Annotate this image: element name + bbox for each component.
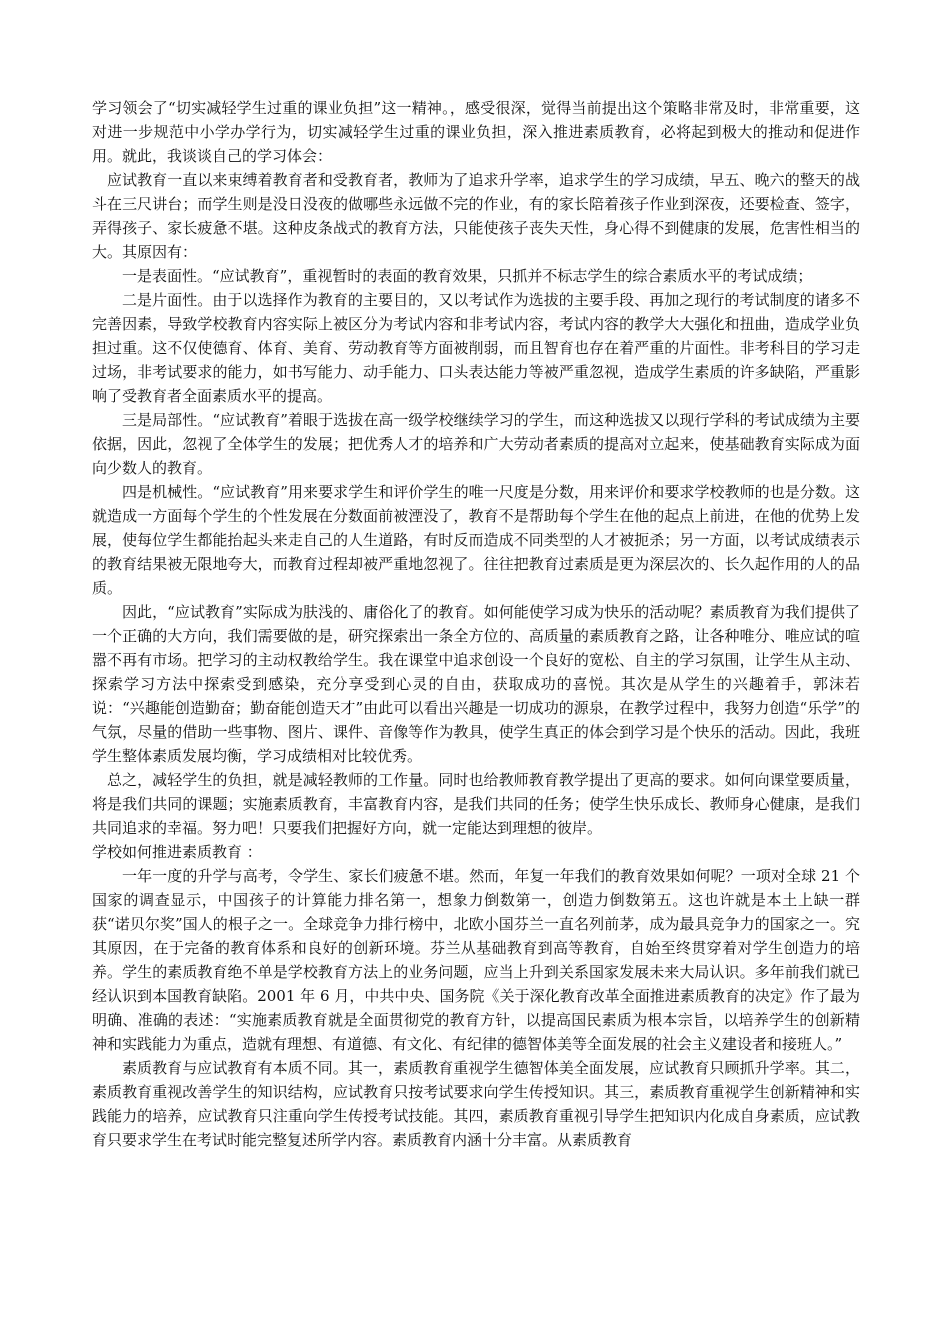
paragraph-point-two: 二是片面性。由于以选择作为教育的主要目的，又以考试作为选拔的主要手段、再加之现行的考试制度的诸多不完善因素，导致学校教育内容实际上被区分为考试内容和非考试内容，考试内容的教学大大强化和扭曲，造成学业负担过重。这不仅使德育、体育、美育、劳动教育等方面被削弱，而且智育也存在着严重的片面性。非考科目的学习走过场，非考试要求的能力，如书写能力、动手能力、口头表达能力等被严重忽视，造成学生素质的许多缺陷，严重影响了受教育者全面素质水平的提高。 — [92, 291, 860, 405]
paragraph-intro: 学习领会了“切实减轻学生过重的课业负担”这一精神。，感受很深，觉得当前提出这个策略非常及时，非常重要，这对进一步规范中小学办学行为，切实减轻学生过重的课业负担，深入推进素质教育，必将起到极大的推动和促进作用。就此，我谈谈自己的学习体会： — [92, 99, 860, 165]
paragraph-conclusion: 总之，减轻学生的负担，就是减轻教师的工作量。同时也给教师教育教学提出了更高的要求。如何向课堂要质量，将是我们共同的课题；实施素质教育，丰富教育内容，是我们共同的任务；使学生快乐成长、教师身心健康，是我们共同追求的幸福。努力吧！只要我们把握好方向，就一定能达到理想的彼岸。 — [92, 771, 860, 837]
paragraph-point-one: 一是表面性。“应试教育”，重视暂时的表面的教育效果，只抓并不标志学生的综合素质水平的考试成绩； — [122, 267, 813, 285]
paragraph-point-three: 三是局部性。“应试教育”着眼于选拔在高一级学校继续学习的学生，而这种选拔又以现行学科的考试成绩为主要依据，因此，忽视了全体学生的发展；把优秀人才的培养和广大劳动者素质的提高对立起来，使基础教育实际成为面向少数人的教育。 — [92, 411, 860, 477]
paragraph-annual-exams: 一年一度的升学与高考，令学生、家长们疲惫不堪。然而，年复一年我们的教育效果如何呢？一项对全球 21 个国家的调查显示，中国孩子的计算能力排名第一，想象力倒数第一，创造力倒数第五。这也许就是本土上缺一群获“诺贝尔奖”国人的根子之一。全球竞争力排行榜中，北欧小国芬兰一直名列前茅，成为最具竞争力的国家之一。究其原因，在于完备的教育体系和良好的创新环境。芬兰从基础教育到高等教育，自始至终贯穿着对学生创造力的培养。学生的素质教育绝不单是学校教育方法上的业务问题，应当上升到关系国家发展未来大局认识。多年前我们就已经认识到本国教育缺陷。2001 年 6 月，中共中央、国务院《关于深化教育改革全面推进素质教育的决定》作了最为明确、准确的表述：“实施素质教育就是全面贯彻党的教育方针，以提高国民素质为根本宗旨，以培养学生的创新精神和实践能力为重点，造就有理想、有道德、有文化、有纪律的德智体美等全面发展的社会主义建设者和接班人。” — [92, 867, 860, 1053]
section-heading: 学校如何推进素质教育 ： — [92, 843, 262, 861]
paragraph-therefore: 因此，“应试教育”实际成为肤浅的、庸俗化了的教育。如何能使学习成为快乐的活动呢？素质教育为我们提供了一个正确的大方向，我们需要做的是，研究探索出一条全方位的、高质量的素质教育之路，让各种唯分、唯应试的喧嚣不再有市场。把学习的主动权教给学生。我在课堂中追求创设一个良好的宽松、自主的学习氛围，让学生从主动、探索学习方法中探索受到感染，充分享受到心灵的自由，获取成功的喜悦。其次是从学生的兴趣着手，郭沫若说：“兴趣能创造勤奋；勤奋能创造天才”由此可以看出兴趣是一切成功的源泉，在教学过程中，我努力创造“乐学”的气氛，尽量的借助一些事物、图片、课件、音像等作为教具，使学生真正的体会到学习是个快乐的活动。因此，我班学生整体素质发展均衡，学习成绩相对比较优秀。 — [92, 603, 860, 765]
document-body — [92, 96, 860, 1152]
paragraph-exam-education: 应试教育一直以来束缚着教育者和受教育者，教师为了追求升学率，追求学生的学习成绩，早五、晚六的整天的战斗在三尺讲台；而学生则是没日没夜的做哪些永远做不完的作业，有的家长陪着孩子作业到深夜，还要检查、签字，弄得孩子、家长疲惫不堪。这种皮条战式的教育方法，只能使孩子丧失天性，身心得不到健康的发展，危害性相当的大。其原因有： — [92, 171, 860, 261]
paragraph-point-four: 四是机械性。“应试教育”用来要求学生和评价学生的唯一尺度是分数，用来评价和要求学校教师的也是分数。这就造成一方面每个学生的个性发展在分数面前被湮没了，教育不是帮助每个学生在他的起点上前进，在他的优势上发展，使每位学生都能抬起头来走自己的人生道路，有时反而造成不同类型的人才被扼杀；另一方面，以考试成绩表示的教育结果被无限地夸大，而教育过程却被严重地忽视了。往往把教育过素质是更为深层次的、长久起作用的人的品质。 — [92, 483, 860, 597]
paragraph-differences: 素质教育与应试教育有本质不同。其一，素质教育重视学生德智体美全面发展，应试教育只顾抓升学率。其二，素质教育重视改善学生的知识结构，应试教育只按考试要求向学生传授知识。其三，素质教育重视学生创新精神和实践能力的培养，应试教育只注重向学生传授考试技能。其四，素质教育重视引导学生把知识内化成自身素质，应试教育只要求学生在考试时能完整复述所学内容。素质教育内涵十分丰富。从素质教育 — [92, 1059, 860, 1149]
